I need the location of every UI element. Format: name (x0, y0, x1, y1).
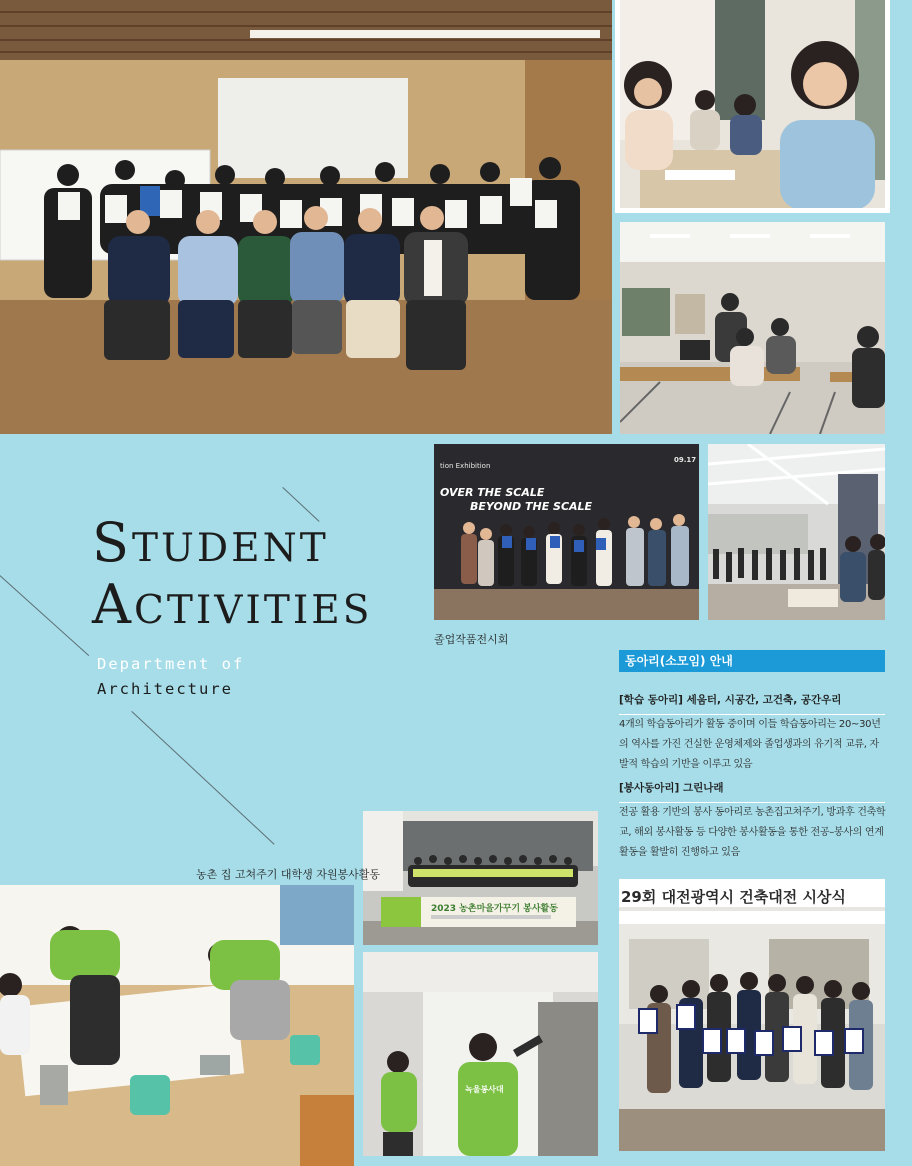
exhibition-hall-photo (708, 444, 885, 620)
exhibition-small-text: tion Exhibition (440, 462, 491, 470)
title-line2-rest: CTIVITIES (134, 588, 373, 633)
selfie-photo (615, 0, 890, 213)
page-title-line2 (92, 573, 373, 636)
title-line2-initial: A (92, 573, 134, 636)
club-info-header: 동아리(소모임) 안내 (619, 650, 885, 672)
page-title-line1 (92, 511, 329, 574)
award-banner-text: 29회 대전광역시 건축대전 시상식 (621, 888, 846, 906)
exhibition-date-text: 09.17 (674, 456, 697, 464)
wall-repair-photo (363, 952, 598, 1156)
study-club-title: [학습 동아리] 세움터, 시공간, 고건축, 공간우리 (619, 692, 885, 715)
title-line1-rest: TUDENT (132, 526, 329, 571)
vest-text: 녹울봉사대 (465, 1085, 504, 1094)
exhibition-line1-text: OVER THE SCALE (440, 486, 545, 499)
exhibition-group-photo (434, 444, 699, 620)
study-club-description: 4개의 학습동아리가 활동 중이며 이들 학습동아리는 20~30년의 역사를 가진 건실한 운영체제와 졸업생과의 유기적 교류, 자발적 학습의 기반을 이루고 있음 (619, 719, 881, 770)
wallpaper-work-photo (0, 885, 354, 1166)
volunteer-club-title: [봉사동아리] 그린나래 (619, 780, 885, 803)
title-line1-initial: S (92, 511, 132, 574)
award-ceremony-photo (619, 879, 885, 1151)
exhibition-line2-text: BEYOND THE SCALE (470, 500, 593, 513)
volunteer-group-photo (363, 811, 598, 945)
graduation-exhibition-caption: 졸업작품전시회 (434, 633, 509, 646)
group-seminar-photo (0, 0, 612, 434)
volunteer-banner-text: 2023 농촌마을가꾸기 봉사활동 (431, 904, 558, 914)
volunteer-caption: 농촌 집 고쳐주기 대학생 자원봉사활동 (196, 868, 381, 881)
department-line2: Architecture (97, 680, 233, 698)
department-line1: Department of (97, 655, 245, 673)
volunteer-club-description: 전공 활용 기반의 봉사 동아리로 농촌집고쳐주기, 방과후 건축학교, 해외 봉사활동 등 다양한 봉사활동을 통한 전공–봉사의 연계 활동을 활발히 진행하고 있음 (619, 807, 886, 858)
deco-line-bottom (131, 711, 274, 845)
deco-line-left (0, 575, 89, 656)
studio-room-photo (620, 222, 885, 434)
